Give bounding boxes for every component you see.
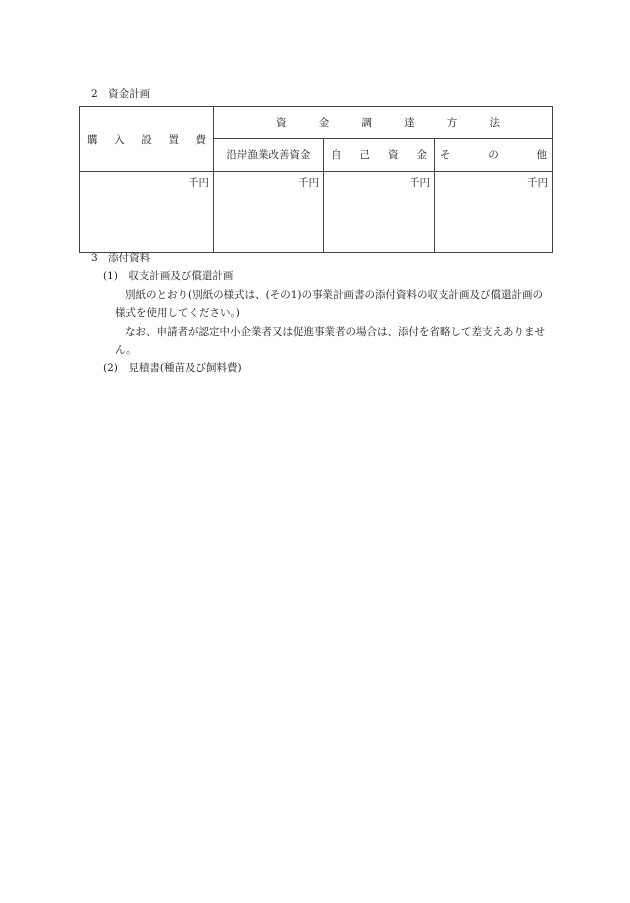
item-2-heading: (2) 見積書(種苗及び飼料費) <box>103 362 242 374</box>
other-header: その他 <box>435 138 553 171</box>
purchase-cost-cell: 千円 <box>80 172 214 253</box>
coastal-fishery-fund-cell: 千円 <box>214 172 324 253</box>
funding-method-header: 資金調達方法 <box>214 107 553 139</box>
purchase-cost-header: 購入設置費 <box>80 107 214 172</box>
section-3-heading: 3 添付資料 <box>91 252 151 264</box>
own-funds-header: 自己資金 <box>324 138 435 171</box>
other-cell: 千円 <box>435 172 553 253</box>
coastal-fishery-fund-header: 沿岸漁業改善資金 <box>214 138 324 171</box>
own-funds-cell: 千円 <box>324 172 435 253</box>
item-1-paragraph: 別紙のとおり(別紙の様式は、(その1)の事業計画書の添付資料の収支計画及び償還計画の様式を使用してください。) <box>115 289 543 319</box>
section-2-heading: 2 資金計画 <box>91 88 151 100</box>
item-1-note-paragraph: なお、申請者が認定中小企業者又は促進事業者の場合は、添付を省略して差支えありません。 <box>115 326 545 356</box>
funding-plan-table <box>79 106 553 253</box>
item-1-heading: (1) 収支計画及び償還計画 <box>103 270 234 282</box>
